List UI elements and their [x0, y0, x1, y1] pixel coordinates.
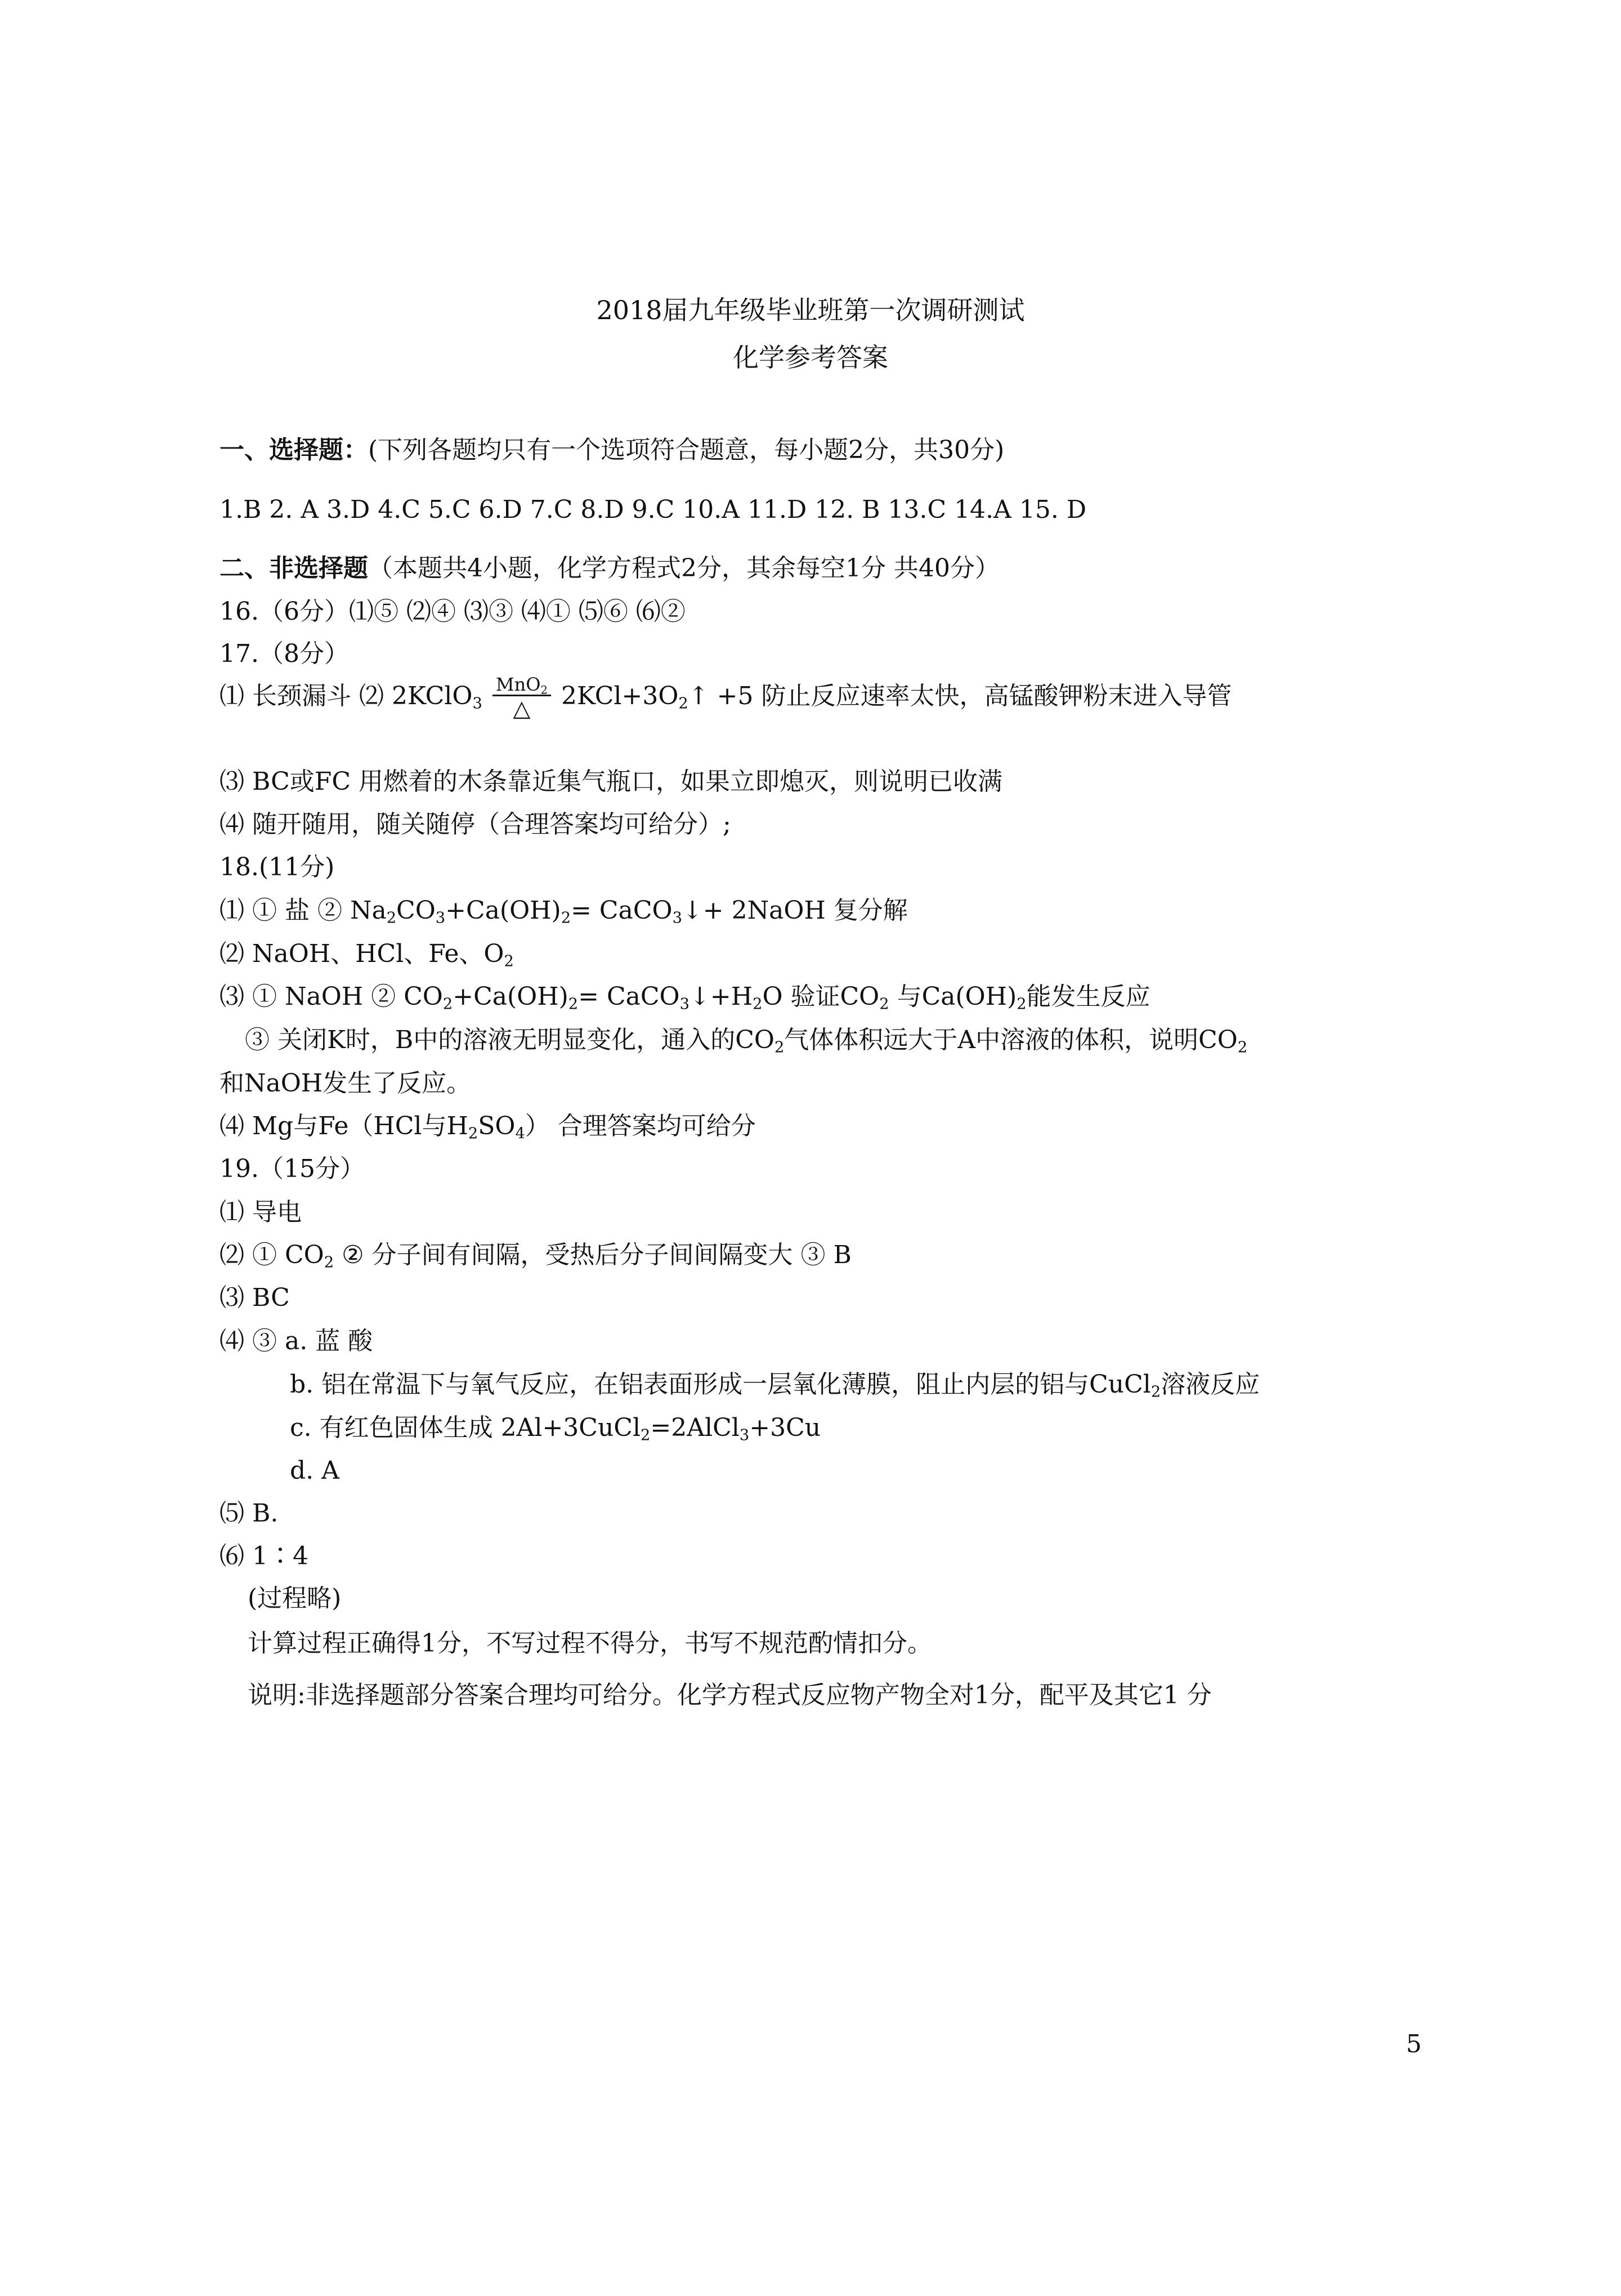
q19-line7: (过程略) — [248, 1584, 342, 1613]
q19-line2: ⑵ ① $CO_2$ ② 分子间有间隔，受热后分子间间隔变大 ③ B — [220, 1241, 852, 1272]
q18-line4: ③ 关闭K时，B中的溶液无明显变化，通入的$CO_2$气体体积远大于A中溶液的体积，说明$CO_2$ — [245, 1026, 1248, 1057]
q18-line5: 和NaOH发生了反应。 — [220, 1069, 472, 1098]
q19-head: 19.（15分） — [220, 1154, 365, 1183]
q17-l1-b: 2KCl+3O — [561, 682, 679, 710]
section2-heading: 二、非选择题 — [220, 554, 368, 583]
section1-heading-line — [220, 438, 1004, 463]
q18-line1: ⑴ ① 盐 ② $Na_2CO_3+Ca(OH)_2=$ CaCO$_3$↓+ 2NaOH 复分解 — [220, 896, 908, 927]
q17-line3: ⑶ BC或FC 用燃着的木条靠近集气瓶口，如果立即熄灭，则说明已收满 — [220, 767, 1002, 796]
q17-l1-sub1: 3 — [472, 695, 482, 713]
q19-line5: ⑸ B. — [220, 1499, 279, 1528]
q19-line4b: b. 铝在常温下与氧气反应，在铝表面形成一层氧化薄膜，阻止内层的铝与CuCl$_2$溶液反应 — [290, 1370, 1260, 1401]
q19-line3: ⑶ BC — [220, 1283, 290, 1312]
q19-line6: ⑹ 1∶4 — [220, 1542, 308, 1570]
q17-head: 17.（8分） — [220, 639, 349, 668]
q19-line4: ⑷ ③ a. 蓝 酸 — [220, 1327, 373, 1355]
q18-line2: ⑵ NaOH、HCl、Fe、$O_2$ — [220, 939, 514, 970]
section1-note: (下列各题均只有一个选项符合题意，每小题2分，共30分) — [368, 436, 1005, 464]
q18-line3: ⑶ ① NaOH ② $CO_2+Ca(OH)_2=$ $CaCO_3↓+H_2O$ 验证$CO_2$ 与$Ca(OH)_2$能发生反应 — [220, 982, 1150, 1013]
q19-line4c: c. 有红色固体生成 2Al+3CuCl$_2$=2AlCl$_3$+3Cu — [290, 1413, 821, 1444]
section1-answers: 1.B 2. A 3.D 4.C 5.C 6.D 7.C 8.D 9.C 10.A 11.D 12. B 13.C 14.A 15. D — [220, 495, 1087, 524]
q18-head: 18.(11分) — [220, 853, 335, 881]
q16-answer: 16.（6分）⑴⑤ ⑵④ ⑶③ ⑷① ⑸⑥ ⑹② — [220, 597, 686, 626]
q17-l1-a: ⑴ 长颈漏斗 ⑵ 2KClO — [220, 682, 473, 710]
document-title: 2018届九年级毕业班第一次调研测试 — [596, 295, 1025, 325]
q17-line4: ⑷ 随开随用，随关随停（合理答案均可给分）; — [220, 810, 731, 839]
q19-line1: ⑴ 导电 — [220, 1198, 302, 1227]
q17-l1-c: ↑ +5 防止反应速率太快，高锰酸钾粉末进入导管 — [688, 682, 1232, 710]
section1-heading: 一、选择题： — [220, 436, 368, 464]
heat-symbol: △ — [513, 696, 531, 722]
q19-line4d: d. A — [290, 1456, 339, 1485]
q18-line6: ⑷ Mg与Fe（HCl与$H_2SO_4$） 合理答案均可给分 — [220, 1112, 756, 1143]
q19-line8: 计算过程正确得1分，不写过程不得分，书写不规范酌情扣分。 — [248, 1629, 932, 1658]
catalyst-label: MnO$_2$ — [492, 675, 551, 696]
document-subtitle: 化学参考答案 — [733, 342, 888, 373]
section2-note: （本题共4小题，化学方程式2分，其余每空1分 共40分） — [368, 554, 1000, 583]
reaction-condition — [492, 675, 551, 720]
q19-line9: 说明:非选择题部分答案合理均可给分。化学方程式反应物产物全对1分，配平及其它1 分 — [248, 1681, 1212, 1709]
q17-l1-sub2: 2 — [678, 695, 688, 713]
section2-heading-line — [220, 556, 1000, 581]
q17-line1 — [220, 675, 1232, 720]
page-number: 5 — [1406, 2030, 1422, 2058]
